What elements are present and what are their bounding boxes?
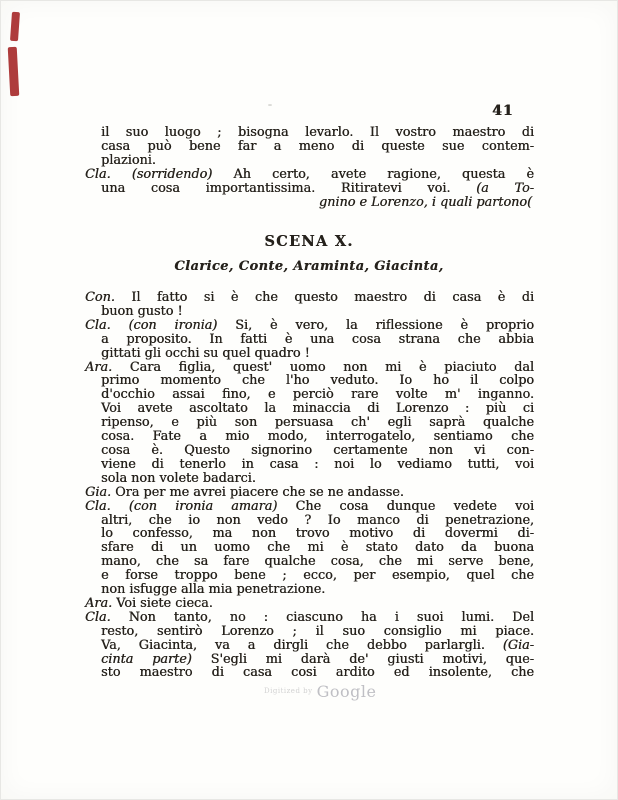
italic-text-segment: Con.	[85, 290, 115, 305]
page-number: 41	[492, 103, 514, 119]
watermark-prefix-label: Digitized by	[264, 687, 313, 695]
text-line	[85, 541, 534, 555]
text-line	[85, 140, 534, 154]
text-segment: ripenso, e più son persuasa ch' egli saprà qualche	[101, 415, 534, 431]
text-line	[85, 639, 534, 653]
text-segment: a proposito. In fatti è una cosa strana che abbia	[101, 331, 534, 347]
italic-text-segment: Cla. (sorridendo)	[85, 166, 213, 182]
italic-text-segment: Cla. (con ironia)	[85, 317, 218, 333]
red-ink-edge-mark	[8, 47, 20, 96]
text-segment: Voi avete ascoltato la minaccia di Lorenzo : più ci	[101, 401, 534, 417]
text-line	[85, 126, 534, 140]
text-segment: buon gusto !	[101, 303, 183, 319]
text-line	[85, 430, 534, 444]
red-ink-edge-mark	[10, 12, 20, 41]
text-segment: non isfugge alla mia penetrazione.	[101, 582, 326, 598]
text-segment: altri, che io non vedo ? Io manco di penetrazione,	[101, 512, 534, 528]
text-line	[85, 154, 534, 168]
google-logo-text: Google	[316, 682, 377, 701]
italic-text-segment: Gia.	[85, 484, 112, 500]
text-segment: resto, sentirò Lorenzo ; il suo consiglio mi piace.	[101, 623, 534, 639]
text-segment: sfare di un uomo che mi è stato dato da buona	[101, 540, 534, 556]
text-segment: Voi siete cieca.	[112, 595, 213, 611]
text-line	[85, 486, 534, 500]
text-line	[85, 625, 534, 639]
text-line	[85, 168, 534, 182]
text-line	[85, 416, 534, 430]
text-segment: Va, Giacinta, va a dirgli che debbo parlargli.	[101, 637, 503, 653]
text-segment: lo confesso, ma non trovo motivo di dovermi di-	[101, 526, 534, 542]
italic-text-segment: cinta parte)	[101, 651, 192, 667]
text-line	[85, 514, 534, 528]
text-line	[85, 182, 534, 196]
scene-heading: SCENA X.	[264, 233, 354, 250]
text-segment: Ora per me avrei piacere che se ne andasse.	[111, 484, 404, 500]
text-line	[85, 569, 534, 583]
text-line	[85, 388, 534, 402]
italic-text-segment: gnino e Lorenzo, i quali partono(	[318, 194, 532, 210]
text-segment: viene di tenerlo in casa : noi lo vediamo tutti, voi	[101, 456, 534, 472]
text-line	[85, 291, 534, 305]
italic-text-segment: (a To-	[476, 180, 534, 196]
text-segment: cosa è. Questo signorino certamente non vi con-	[101, 442, 534, 458]
italic-text-segment: Ara.	[85, 359, 113, 375]
scene-cast-list: Clarice, Conte, Araminta, Giacinta,	[174, 259, 444, 274]
text-segment: Il fatto si è che questo maestro di casa è di	[114, 290, 534, 305]
text-segment: sto maestro di casa cosi ardito ed insolente, che	[101, 665, 534, 681]
text-line	[85, 611, 534, 625]
text-segment: S'egli mi darà de' giusti motivi, que-	[191, 651, 534, 667]
text-line	[85, 666, 534, 680]
text-segment: Che cosa dunque vedete voi	[277, 498, 534, 514]
text-segment: casa può bene far a meno di queste sue contem-	[101, 138, 534, 154]
text-line	[85, 597, 534, 611]
text-line	[85, 653, 534, 667]
text-line	[85, 458, 534, 472]
text-segment: Si, è vero, la riflessione è proprio	[217, 317, 534, 333]
text-segment: d'occhio assai fino, e perciò rare volte m' inganno.	[101, 387, 534, 403]
text-segment: mano, che sa fare qualche cosa, che mi serve bene,	[101, 554, 534, 570]
text-line	[85, 583, 534, 597]
text-segment: il suo luogo ; bisogna levarlo. Il vostro maestro di	[101, 125, 534, 140]
italic-text-segment: (Gia-	[502, 637, 534, 653]
text-line	[85, 333, 534, 347]
dialogue-block-top	[85, 126, 534, 209]
text-segment: e forse troppo bene ; ecco, per esempio, quel che	[101, 568, 534, 584]
text-line	[85, 444, 534, 458]
italic-text-segment: Cla. (con ironia amara)	[85, 498, 278, 514]
text-line	[85, 472, 534, 486]
text-line	[85, 347, 534, 361]
text-line	[85, 500, 534, 514]
text-segment: primo momento che l'ho veduto. Io ho il colpo	[101, 373, 534, 389]
italic-text-segment: Cla.	[85, 609, 111, 625]
scan-speck	[268, 104, 272, 106]
text-line	[85, 305, 534, 319]
text-segment: sola non volete badarci.	[101, 470, 256, 486]
dialogue-block-bottom	[85, 291, 534, 680]
text-line	[85, 319, 534, 333]
text-line	[85, 402, 534, 416]
text-line	[85, 361, 534, 375]
text-segment: Cara figlia, quest' uomo non mi è piaciuto dal	[112, 359, 534, 375]
text-segment: cosa. Fate a mio modo, interrogatelo, sentiamo che	[101, 429, 534, 445]
digitized-by-google-watermark	[264, 682, 376, 701]
text-line	[85, 374, 534, 388]
text-line	[85, 527, 534, 541]
text-line	[85, 555, 534, 569]
text-line	[85, 196, 534, 210]
text-segment: plazioni.	[101, 152, 156, 168]
text-segment: Ah certo, avete ragione, questa è	[212, 166, 534, 182]
italic-text-segment: Ara.	[85, 595, 113, 611]
text-segment: gittati gli occhi su quel quadro !	[101, 345, 310, 361]
text-segment: Non tanto, no : ciascuno ha i suoi lumi. Del	[110, 609, 534, 625]
text-segment: una cosa importantissima. Ritiratevi voi.	[101, 180, 477, 196]
